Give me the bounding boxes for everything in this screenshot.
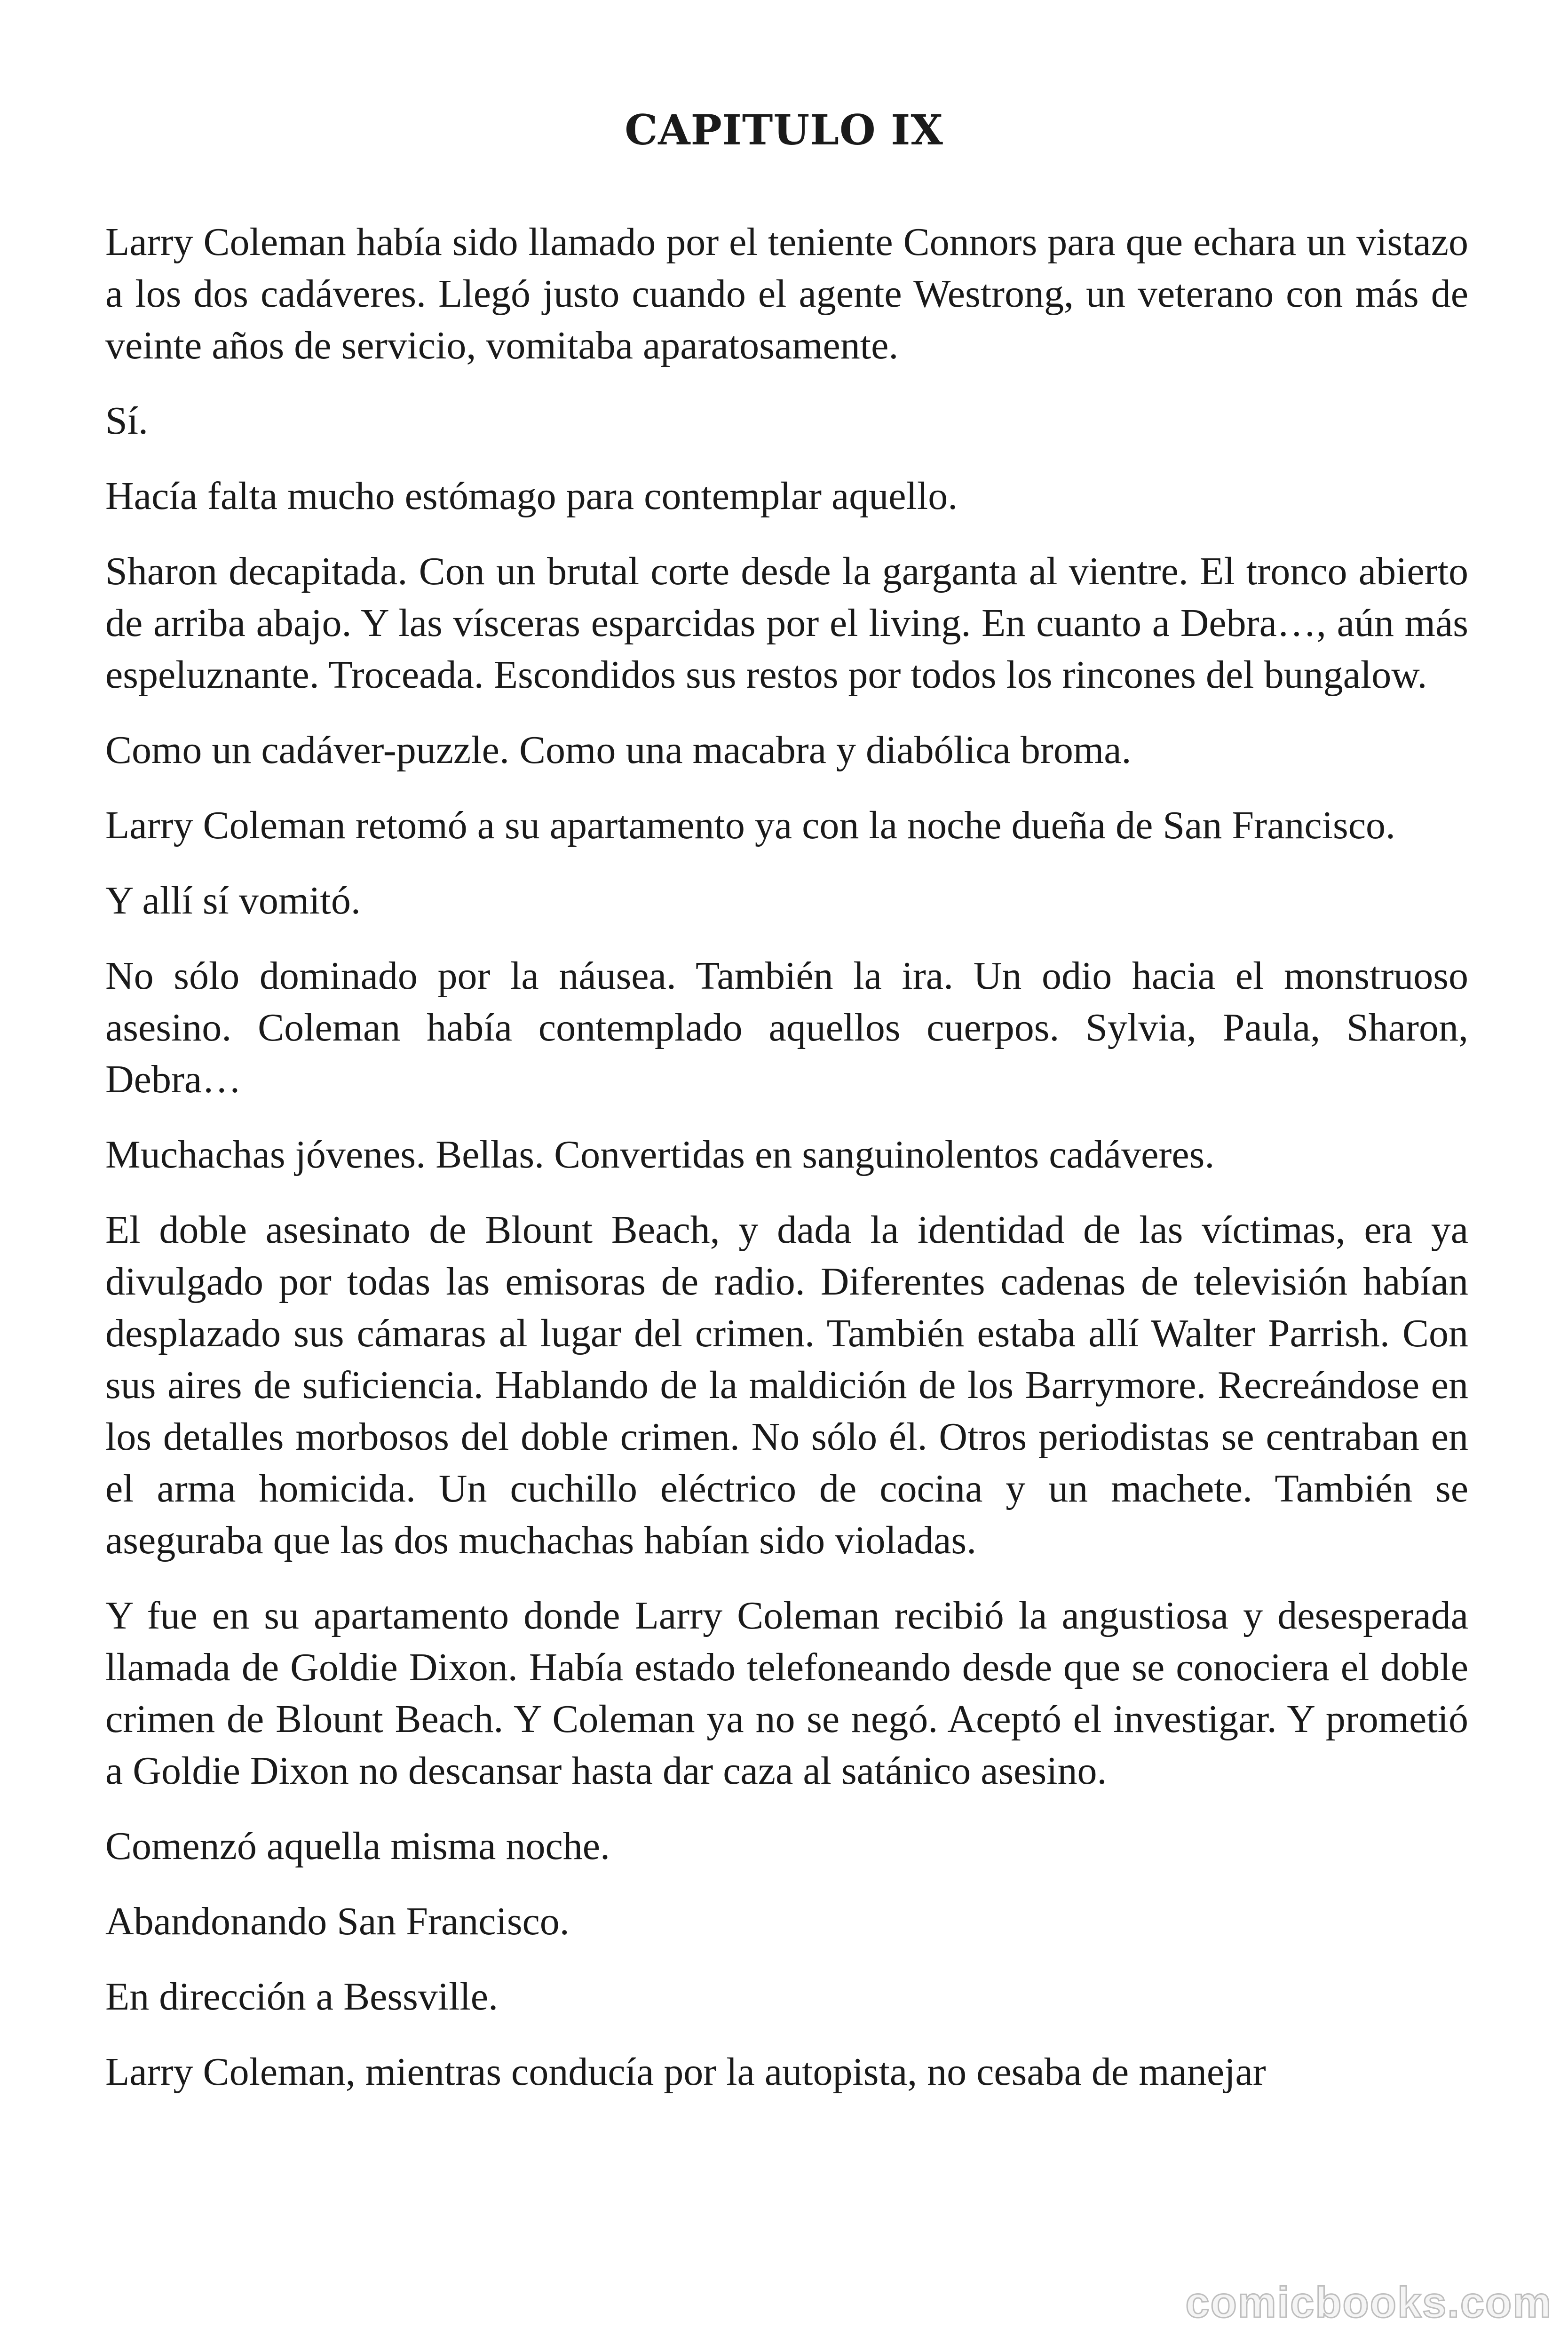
paragraph: En dirección a Bessville. [105,1975,499,2018]
paragraph: Sí. [105,399,149,443]
paragraph: Sharon decapitada. Con un brutal corte desde la garganta al vientre. El tronco abierto de arriba abajo. Y las vísceras esparcidas por el living. En cuanto a Debra…, aún más espeluznante. Troceada. Escondidos sus restos por todos los rincones del bungalow. [105,549,1468,697]
paragraph: Como un cadáver-puzzle. Como una macabra y diabólica broma. [105,728,1132,772]
watermark: comicbooks.com [1185,2279,1552,2327]
paragraph: Muchachas jóvenes. Bellas. Convertidas en sanguinolentos cadáveres. [105,1133,1215,1176]
paragraph-partial: Larry Coleman, mientras conducía por la autopista, no cesaba de manejar [105,2050,1266,2094]
paragraph: Larry Coleman retomó a su apartamento ya con la noche dueña de San Francisco. [105,803,1396,847]
chapter-title: CAPITULO IX [625,105,943,154]
paragraph: Larry Coleman había sido llamado por el teniente Connors para que echara un vistazo a los dos cadáveres. Llegó justo cuando el agente Westrong, un veterano con más de veinte años de servicio, vomitaba aparatosamente. [105,220,1468,367]
paragraph: Abandonando San Francisco. [105,1899,570,1943]
chapter-body [105,216,1468,2122]
paragraph: Y allí sí vomitó. [105,879,361,922]
paragraph: No sólo dominado por la náusea. También la ira. Un odio hacia el monstruoso asesino. Coleman había contemplado aquellos cuerpos. Sylvia, Paula, Sharon, Debra… [105,954,1468,1101]
paragraph: El doble asesinato de Blount Beach, y dada la identidad de las víctimas, era ya divulgado por todas las emisoras de radio. Diferentes cadenas de televisión habían desplazado sus cámaras al lugar del crimen. También estaba allí Walter Parrish. Con sus aires de suficiencia. Hablando de la maldición de los Barrymore. Recreándose en los detalles morbosos del doble crimen. No sólo él. Otros periodistas se centraban en el arma homicida. Un cuchillo eléctrico de cocina y un machete. También se aseguraba que las dos muchachas habían sido violadas. [105,1208,1468,1562]
paragraph: Hacía falta mucho estómago para contemplar aquello. [105,474,958,518]
paragraph: Y fue en su apartamento donde Larry Coleman recibió la angustiosa y desesperada llamada de Goldie Dixon. Había estado telefoneando desde que se conociera el doble crimen de Blount Beach. Y Coleman ya no se negó. Aceptó el investigar. Y prometió a Goldie Dixon no descansar hasta dar caza al satánico asesino. [105,1594,1468,1793]
paragraph: Comenzó aquella misma noche. [105,1824,610,1868]
